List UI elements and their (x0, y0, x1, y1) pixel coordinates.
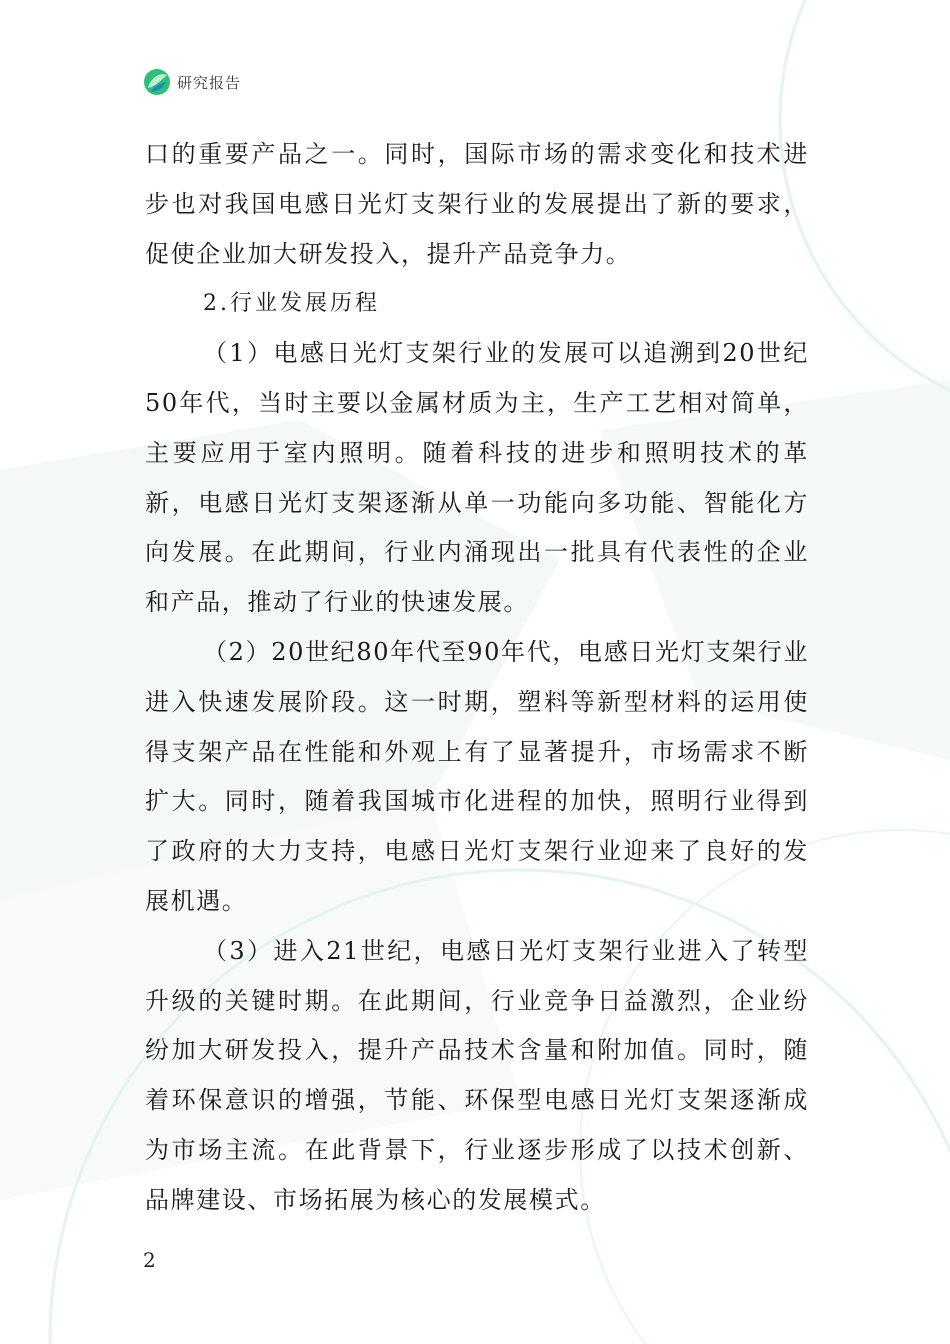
section-heading: 2.行业发展历程 (203, 291, 380, 317)
document-body (145, 130, 809, 1226)
header-title: 研究报告 (177, 73, 242, 92)
paragraph-history-1: （1）电感日光灯支架行业的发展可以追溯到20世纪50年代，当时主要以金属材质为主，生产工艺相对简单，主要应用于室内照明。随着科技的进步和照明技术的革新，电感日光灯支架逐渐从单一功能向多功能、智能化方向发展。在此期间，行业内涌现出一批具有代表性的企业和产品，推动了行业的快速发展。 (145, 339, 809, 617)
leaf-logo-icon (143, 68, 171, 96)
paragraph-continuation: 口的重要产品之一。同时，国际市场的需求变化和技术进步也对我国电感日光灯支架行业的发展提出了新的要求，促使企业加大研发投入，提升产品竞争力。 (145, 140, 809, 268)
paragraph-history-3: （3）进入21世纪，电感日光灯支架行业进入了转型升级的关键时期。在此期间，行业竞争日益激烈，企业纷纷加大研发投入，提升产品技术含量和附加值。同时，随着环保意识的增强，节能、环保型电感日光灯支架逐渐成为市场主流。在此背景下，行业逐步形成了以技术创新、品牌建设、市场拓展为核心的发展模式。 (145, 936, 809, 1214)
page-number: 2 (143, 1248, 156, 1272)
paragraph-history-2: （2）20世纪80年代至90年代，电感日光灯支架行业进入快速发展阶段。这一时期，塑料等新型材料的运用使得支架产品在性能和外观上有了显著提升，市场需求不断扩大。同时，随着我国城市化进程的加快，照明行业得到了政府的大力支持，电感日光灯支架行业迎来了良好的发展机遇。 (145, 637, 809, 915)
report-header (143, 66, 241, 98)
